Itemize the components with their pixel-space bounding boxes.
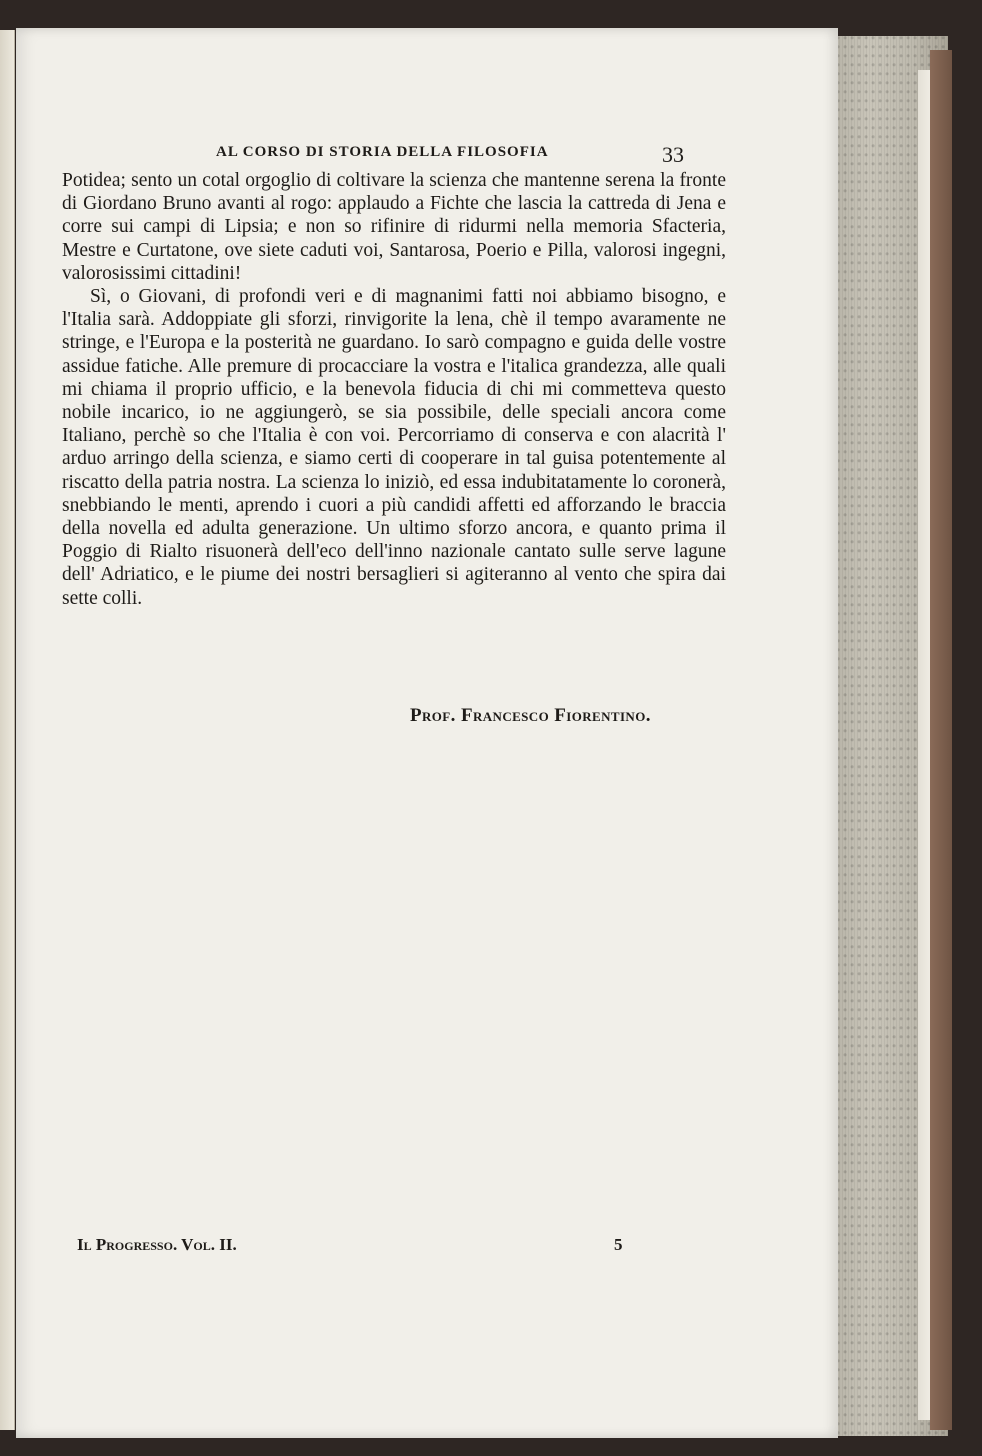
footer-signature-mark: 5 bbox=[614, 1235, 623, 1254]
footer-journal-title: Il Progresso. Vol. II. bbox=[77, 1235, 237, 1254]
paragraph-2: Sì, o Giovani, di profondi veri e di magnanimi fatti noi abbiamo bisogno, e l'Italia sarà. Addoppiate gli sforzi, rinvigorite la lena, chè il tempo avaramente ne stringe, e l'Europa e la posterità ne guardano. Io sarò compagno e guida delle vostre assidue fatiche. Alle premure di procacciare la vostra e l'italica grandezza, alle quali mi chiama il proprio ufficio, e la benevola fiducia di chi mi commetteva questo nobile incarico, io ne aggiungerò, se sia possibile, delle speciali ancora come Italiano, perchè so che l'Italia è con voi. Percorriamo di conserva e con alacrità l' arduo arringo della scienza, e siamo certi di cooperare in tal guisa potentemente al riscatto della patria nostra. La scienza lo iniziò, ed essa indubitatamente lo coronerà, snebbiando le menti, aprendo i cuori a più candidi affetti ed afforzando le braccia della novella ed adulta generazione. Un ultimo sforzo ancora, e quanto prima il Poggio di Rialto risuonerà dell'eco dell'inno nazionale cantato sulle serve lagune dell' Adriatico, e le piume dei nostri bersaglieri si agiteranno al vento che spira dai sette colli. bbox=[62, 286, 726, 609]
author-signature: Prof. Francesco Fiorentino. bbox=[410, 705, 651, 726]
facing-page-edge bbox=[0, 30, 15, 1430]
book-page bbox=[16, 28, 838, 1438]
body-text bbox=[62, 169, 726, 610]
page-number: 33 bbox=[662, 142, 684, 167]
running-head: AL CORSO DI STORIA DELLA FILOSOFIA bbox=[216, 144, 549, 160]
book-cover-edge bbox=[930, 50, 952, 1430]
paragraph-1: Potidea; sento un cotal orgoglio di coltivare la scienza che mantenne serena la fronte di Giordano Bruno avanti al rogo: applaudo a Fichte che lascia la cattreda di Jena e corre sui campi di Lipsia; e non so rifinire di ridurmi nella memoria Sfacteria, Mestre e Curtatone, ove siete caduti voi, Santarosa, Poerio e Pilla, valorosi ingegni, valorosissimi cittadini! bbox=[62, 170, 726, 284]
